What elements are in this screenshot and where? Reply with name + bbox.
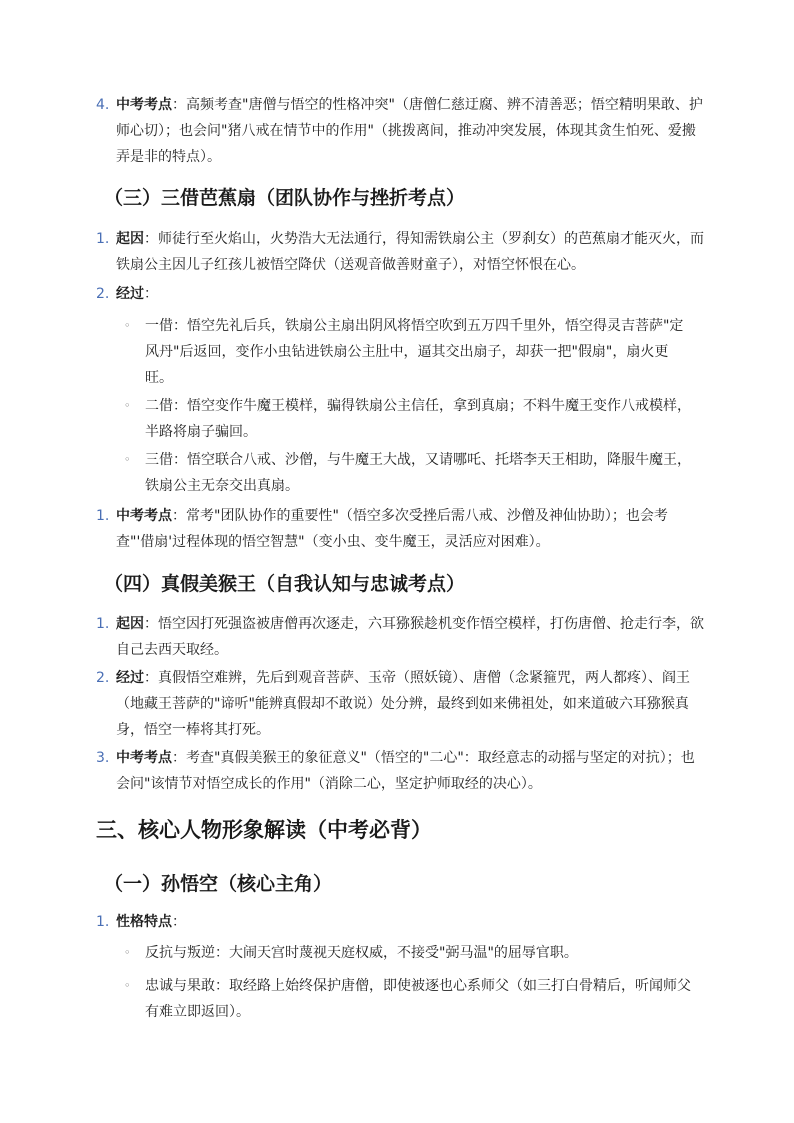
list-item [96,281,706,307]
list-number: 1. [96,616,110,632]
item-label: 经过 [116,286,144,302]
list-number: 3. [96,750,110,766]
item-text: ：悟空因打死强盗被唐僧再次逐走，六耳猕猴趁机变作悟空模样，打伤唐僧、抢走行李，欲自己去西天取经。 [116,616,704,658]
bullet-icon: ◦ [124,946,131,959]
section-heading: （三）三借芭蕉扇（团队协作与挫折考点） [104,187,466,209]
list-item [96,611,706,663]
item-text: ：真假悟空难辨，先后到观音菩萨、玉帝（照妖镜）、唐僧（念紧箍咒，两人都疼）、阎王（地藏王菩萨的"谛听"能辨真假却不敢说）处分辨，最终到如来佛祖处，如来道破六耳猕猴真身，悟空一棒将其打死。 [116,670,690,738]
item-label: 性格特点 [116,914,172,930]
list-number: 1. [96,914,110,930]
item-text: ：高频考查"唐僧与悟空的性格冲突"（唐僧仁慈迂腐、辨不清善恶；悟空精明果敢、护师心切）；也会问"猪八戒在情节中的作用"（挑拨离间，推动冲突发展，体现其贪生怕死、爱搬弄是非的特点）。 [116,97,703,165]
item-label: 经过 [116,670,144,686]
item-text: 二借：悟空变作牛魔王模样，骗得铁扇公主信任，拿到真扇；不料牛魔王变作八戒模样，半路将扇子骗回。 [145,398,691,440]
section-heading: （四）真假美猴王（自我认知与忠诚考点） [104,573,466,595]
item-text: 三借：悟空联合八戒、沙僧，与牛魔王大战，又请哪吒、托塔李天王相助，降服牛魔王，铁扇公主无奈交出真扇。 [145,452,691,494]
list-number: 1. [96,508,110,524]
item-text: ：师徒行至火焰山，火势浩大无法通行，得知需铁扇公主（罗刹女）的芭蕉扇才能灭火，而铁扇公主因儿子红孩儿被悟空降伏（送观音做善财童子），对悟空怀恨在心。 [116,231,704,273]
item-text: ：考查"真假美猴王的象征意义"（悟空的"二心"：取经意志的动摇与坚定的对抗）；也会问"该情节对悟空成长的作用"（消除二心，坚定护师取经的决心）。 [116,750,695,792]
list-item [96,665,706,743]
item-text: 反抗与叛逆：大闹天宫时蔑视天庭权威，不接受"弼马温"的屈辱官职。 [145,945,578,961]
chapter-heading: 三、核心人物形象解读（中考必背） [96,818,432,842]
bullet-icon: ◦ [124,979,131,992]
list-item [96,909,706,935]
sub-list-item [124,447,694,499]
bullet-icon: ◦ [124,453,131,466]
item-text: ：常考"团队协作的重要性"（悟空多次受挫后需八戒、沙僧及神仙协助）；也会考查"'借扇'过程体现的悟空智慧"（变小虫、变牛魔王，灵活应对困难）。 [116,508,668,550]
list-item [96,503,706,555]
sub-list-item [124,940,694,966]
sub-list-item [124,973,694,1025]
list-number: 2. [96,670,110,686]
list-item [96,226,706,278]
list-number: 2. [96,286,110,302]
sub-list-item [124,393,694,445]
item-label: 中考考点 [116,97,172,113]
item-label: 中考考点 [116,750,172,766]
list-item [96,745,706,797]
item-text: ： [172,914,186,930]
bullet-icon: ◦ [124,319,131,332]
item-text: ： [144,286,158,302]
list-item [96,92,706,170]
bullet-icon: ◦ [124,399,131,412]
item-text: 一借：悟空先礼后兵，铁扇公主扇出阴风将悟空吹到五万四千里外，悟空得灵吉菩萨"定风丹"后返回，变作小虫钻进铁扇公主肚中，逼其交出扇子，却获一把"假扇"，扇火更旺。 [145,318,684,386]
item-label: 起因 [116,231,144,247]
sub-list-item [124,313,694,391]
item-label: 中考考点 [116,508,172,524]
list-number: 4. [96,97,110,113]
item-text: 忠诚与果敢：取经路上始终保护唐僧，即使被逐也心系师父（如三打白骨精后，听闻师父有难立即返回）。 [145,978,691,1020]
section-heading: （一）孙悟空（核心主角） [104,873,333,895]
item-label: 起因 [116,616,144,632]
list-number: 1. [96,231,110,247]
